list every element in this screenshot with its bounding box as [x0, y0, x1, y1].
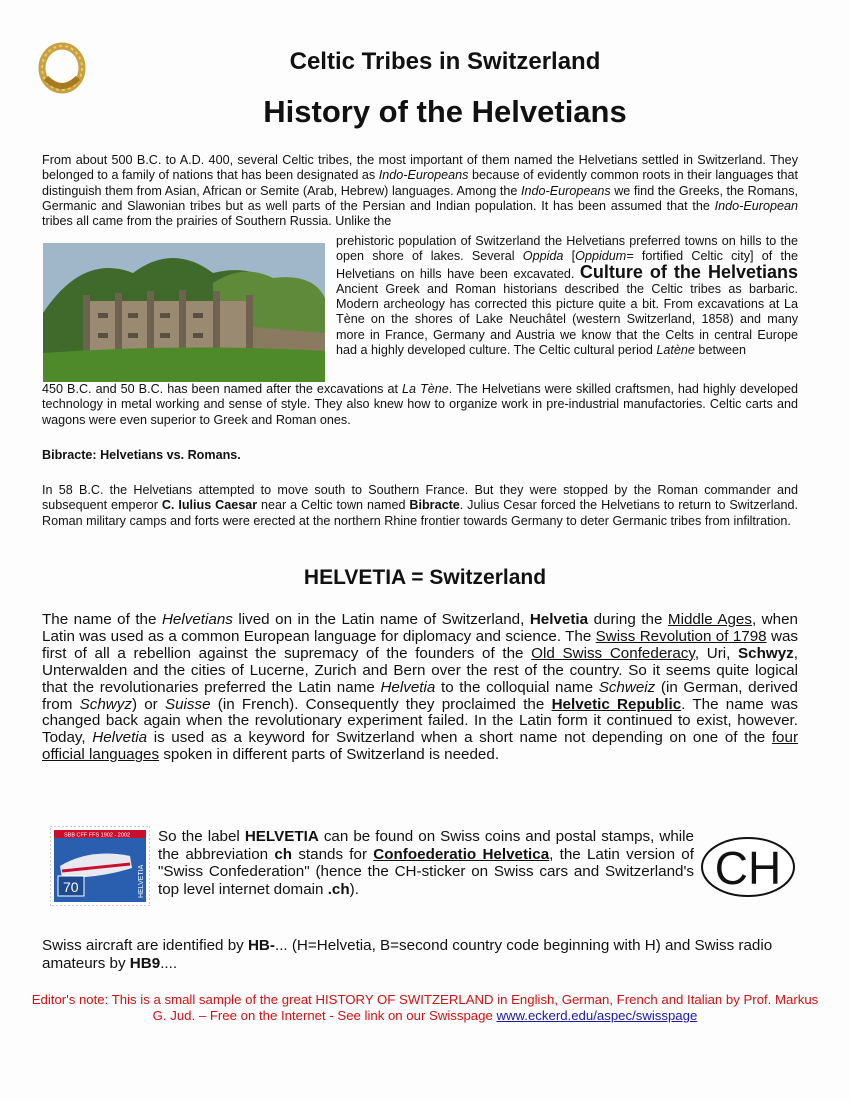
swisspage-link[interactable]: www.eckerd.edu/aspec/swisspage — [496, 1008, 698, 1024]
stamp-top-text: SBB CFF FFS 1902 - 2002 — [64, 832, 131, 839]
link-swiss-revolution[interactable]: Swiss Revolution of 1798 — [595, 627, 767, 645]
ch-sticker-icon — [700, 836, 796, 898]
aircraft-paragraph: Swiss aircraft are identified by HB-... (H=Helvetia, B=second country code beginning with H) and Swiss radio amateurs by HB9.... — [42, 937, 773, 972]
stamp-country: HELVETIA — [138, 864, 145, 898]
helvetia-heading: HELVETIA = Switzerland — [303, 566, 547, 589]
page-title: History of the Helvetians — [263, 94, 627, 129]
culture-heading: Culture of the Helvetians — [579, 261, 798, 282]
celtic-fort-photo — [43, 243, 325, 382]
culture-paragraph: prehistoric population of Switzerland the Helvetians preferred towns on hills to the open shore of lakes. Several Oppida [Oppidum= fortified Celtic city] of the Helvetians on hills have been excavated. Culture of the Helvetians Ancient Greek and Roman historians described the Celtic tribes as barbaric. Modern archeology has corrected this picture quite a bit. From excavations at La Tène on the shores of Lake Neuchâtel (western Switzerland, 1858) and many more in France, Germany and Austria we know that the Celts in central Europe had a highly developed culture. The Celtic cultural period Latène between — [336, 234, 798, 358]
link-middle-ages[interactable]: Middle Ages — [667, 611, 752, 628]
helvetia-paragraph: The name of the Helvetians lived on in the Latin name of Switzerland, Helvetia during the Middle Ages, when Latin was used as a common European language for diplomacy and science. The Swiss Revolution of 1798 was first of all a rebellion against the supremacy of the founders of the Old Swiss Confederacy, Uri, Schwyz, Unterwalden and the cities of Lucerne, Zurich and Bern over the rest of the country. So it seems quite logical that the revolutionaries preferred the Latin name Helvetia to the colloquial name Schweiz (in German, derived from Schwyz) or Suisse (in French). Consequently they proclaimed the Helvetic Republic. The name was changed back again when the revolutionary experiment failed. In the Latin form it continued to exist, however. Today, Helvetia is used as a keyword for Switzerland when a short name not depending on one of the four official languages spoken in different parts of Switzerland is needed. — [42, 611, 798, 764]
bibracte-paragraph: In 58 B.C. the Helvetians attempted to move south to Southern France. But they were stopped by the Roman commander and subsequent emperor C. Iulius Caesar near a Celtic town named Bibracte. Julius Cesar forced the Helvetians to return to Switzerland. Roman military camps and forts were erected at the northern Rhine frontier towards Germany to deter Germanic tribes from infiltration. — [42, 483, 799, 528]
stamp-value: 70 — [63, 879, 79, 895]
link-confoederatio-helvetica[interactable]: Confoederatio Helvetica — [373, 845, 550, 863]
bibracte-heading: Bibracte: Helvetians vs. Romans. — [42, 448, 241, 462]
page-supertitle: Celtic Tribes in Switzerland — [289, 48, 601, 75]
link-four-official-languages[interactable]: four official languages — [42, 729, 798, 764]
label-paragraph: So the label HELVETIA can be found on Swiss coins and postal stamps, while the abbreviation ch stands for Confoederatio Helvetica, the Latin version of "Swiss Confederation" (hence the CH-sticker on Swiss cars and Switzerland's top level internet domain .ch). — [158, 828, 694, 898]
link-helvetic-republic[interactable]: Helvetic Republic — [551, 695, 682, 713]
culture-continued-paragraph: 450 B.C. and 50 B.C. has been named after the excavations at La Tène. The Helvetians were skilled craftsmen, had highly developed technology in metal working and sense of style. They also knew how to organize work in pre-industrial manufactories. Celtic carts and wagons were even superior to Greek and Roman ones. — [42, 382, 798, 427]
editors-note: Editor's note: This is a small sample of the great HISTORY OF SWITZERLAND in English, German, French and Italian by Prof. Markus G. Jud. – Free on the Internet - See link on our Swisspage www.eckerd.edu/aspec/swisspage — [31, 992, 819, 1024]
ch-sticker-text: CH — [714, 842, 782, 894]
swiss-stamp-image — [50, 826, 150, 906]
intro-paragraph: From about 500 B.C. to A.D. 400, several Celtic tribes, the most important of them named the Helvetians settled in Switzerland. They belonged to a family of nations that has been designated as Indo-Europeans because of evidently common roots in their languages that distinguish them from Asian, African or Semite (Arab, Hebrew) languages. Among the Indo-Europeans we find the Greeks, the Romans, Germanic and Slawonian tribes but as well parts of the Persian and Indian population. It has been assumed that the Indo-European tribes all came from the prairies of Southern Russia. Unlike the — [42, 153, 799, 229]
link-old-swiss-confederacy[interactable]: Old Swiss Confederacy — [531, 644, 695, 662]
